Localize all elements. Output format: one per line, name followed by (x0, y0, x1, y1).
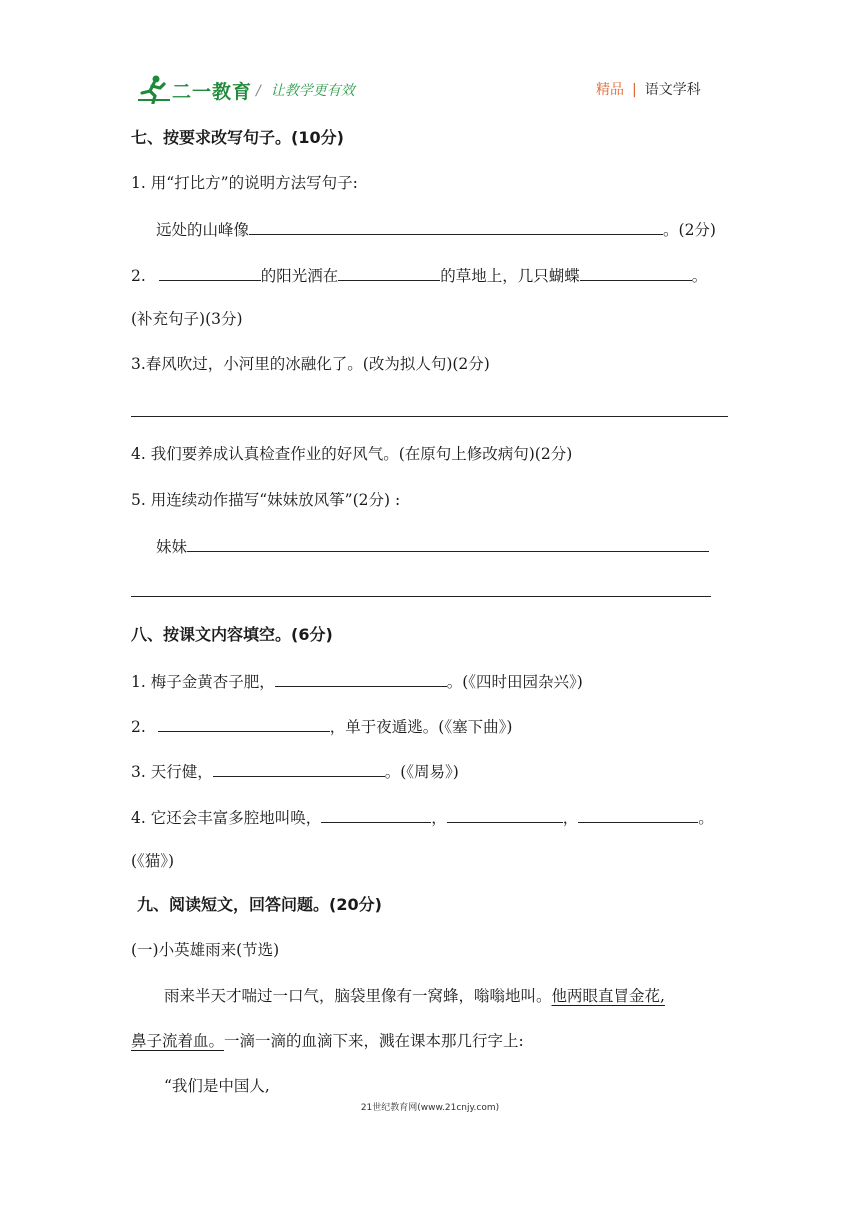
running-man-icon (136, 74, 176, 104)
s8-q3-prefix: 3. 天行健， (131, 763, 213, 781)
s8-q4-blank3[interactable] (578, 806, 698, 823)
s7-q3: 3.春风吹过，小河里的冰融化了。(改为拟人句)(2分) (131, 355, 490, 373)
para1-text: 雨来半天才喘过一口气，脑袋里像有一窝蜂，嗡嗡地叫。 (164, 987, 552, 1005)
s7-q5-blank[interactable] (187, 535, 709, 552)
s7-q2-p1: 的阳光洒在 (260, 267, 339, 285)
s8-q3-blank[interactable] (213, 760, 385, 777)
s8-q4-comma2: ， (562, 809, 579, 827)
quality-label: 精品 (596, 82, 624, 98)
s7-q1-prefix: 远处的山峰像 (156, 221, 250, 239)
section8-title: 八、按课文内容填空。(6分) (131, 625, 333, 644)
s8-q1 (131, 670, 583, 692)
s7-q1-blank[interactable] (249, 218, 663, 235)
s7-q5-answer-line[interactable] (131, 596, 711, 597)
passage-quote: “我们是中国人, (164, 1077, 270, 1095)
header-divider: | (632, 82, 637, 98)
s7-q2-blank2[interactable] (338, 264, 440, 281)
s8-q1-prefix: 1. 梅子金黄杏子肥， (131, 673, 275, 691)
s7-q2-p2: 的草地上，几只蝴蝶 (440, 267, 580, 285)
s7-q2-blank3[interactable] (580, 264, 692, 281)
para1-underlined: 他两眼直冒金花, (551, 987, 665, 1005)
slogan-separator: / (256, 83, 261, 99)
slogan-text: 让教学更有效 (270, 83, 355, 99)
s8-q4-source: (《猫》) (131, 852, 175, 870)
passage-para1 (164, 986, 665, 1006)
header-right (596, 79, 701, 99)
slogan (256, 80, 355, 100)
s8-q4 (131, 806, 714, 828)
s7-q2-line (131, 264, 707, 286)
s8-q2-suffix: ，单于夜遁逃。(《塞下曲》) (329, 718, 513, 736)
s8-q2-num: 2. (131, 718, 146, 736)
footer: 21世纪教育网(www.21cnjy.com) (360, 1103, 500, 1113)
passage-title: (一)小英雄雨来(节选) (131, 941, 280, 959)
s8-q4-prefix: 4. 它还会丰富多腔地叫唤， (131, 809, 322, 827)
s7-q5-line (156, 535, 709, 557)
s7-q2-num: 2. (131, 267, 146, 285)
para2-underlined: 鼻子流着血。 (131, 1032, 225, 1050)
passage-para2 (131, 1031, 524, 1051)
s8-q2-blank[interactable] (158, 715, 330, 732)
s8-q4-end: 。 (698, 809, 714, 827)
s7-q2-note: (补充句子)(3分) (131, 310, 243, 328)
s8-q4-blank2[interactable] (447, 806, 563, 823)
s8-q1-suffix: 。(《四时田园杂兴》) (446, 673, 583, 691)
subject-label: 语文学科 (644, 82, 701, 98)
s7-q3-answer-line[interactable] (131, 416, 728, 417)
s8-q4-comma1: ， (431, 809, 447, 827)
section9-title: 九、阅读短文，回答问题。(20分) (137, 895, 382, 914)
s7-q5: 5. 用连续动作描写“妹妹放风筝”(2分) : (131, 491, 401, 509)
s7-q5-prefix: 妹妹 (156, 538, 188, 556)
s8-q4-blank1[interactable] (321, 806, 431, 823)
s7-q1-label: 1. 用“打比方”的说明方法写句子: (131, 174, 358, 192)
para2-text: 一滴一滴的血滴下来，溅在课本那几行字上: (224, 1032, 524, 1050)
s8-q3 (131, 760, 459, 782)
s7-q2-blank1[interactable] (159, 264, 261, 281)
s8-q1-blank[interactable] (275, 670, 447, 687)
s7-q2-end: 。 (691, 267, 708, 285)
s8-q3-suffix: 。(《周易》) (384, 763, 459, 781)
s7-q4: 4. 我们要养成认真检查作业的好风气。(在原句上修改病句)(2分) (131, 445, 573, 463)
s8-q2 (131, 715, 512, 737)
section7-title: 七、按要求改写句子。(10分) (131, 128, 344, 147)
s7-q1-suffix: 。(2分) (663, 221, 716, 239)
s7-q1-line (156, 218, 716, 240)
brand-name: 二一教育 (172, 81, 253, 103)
